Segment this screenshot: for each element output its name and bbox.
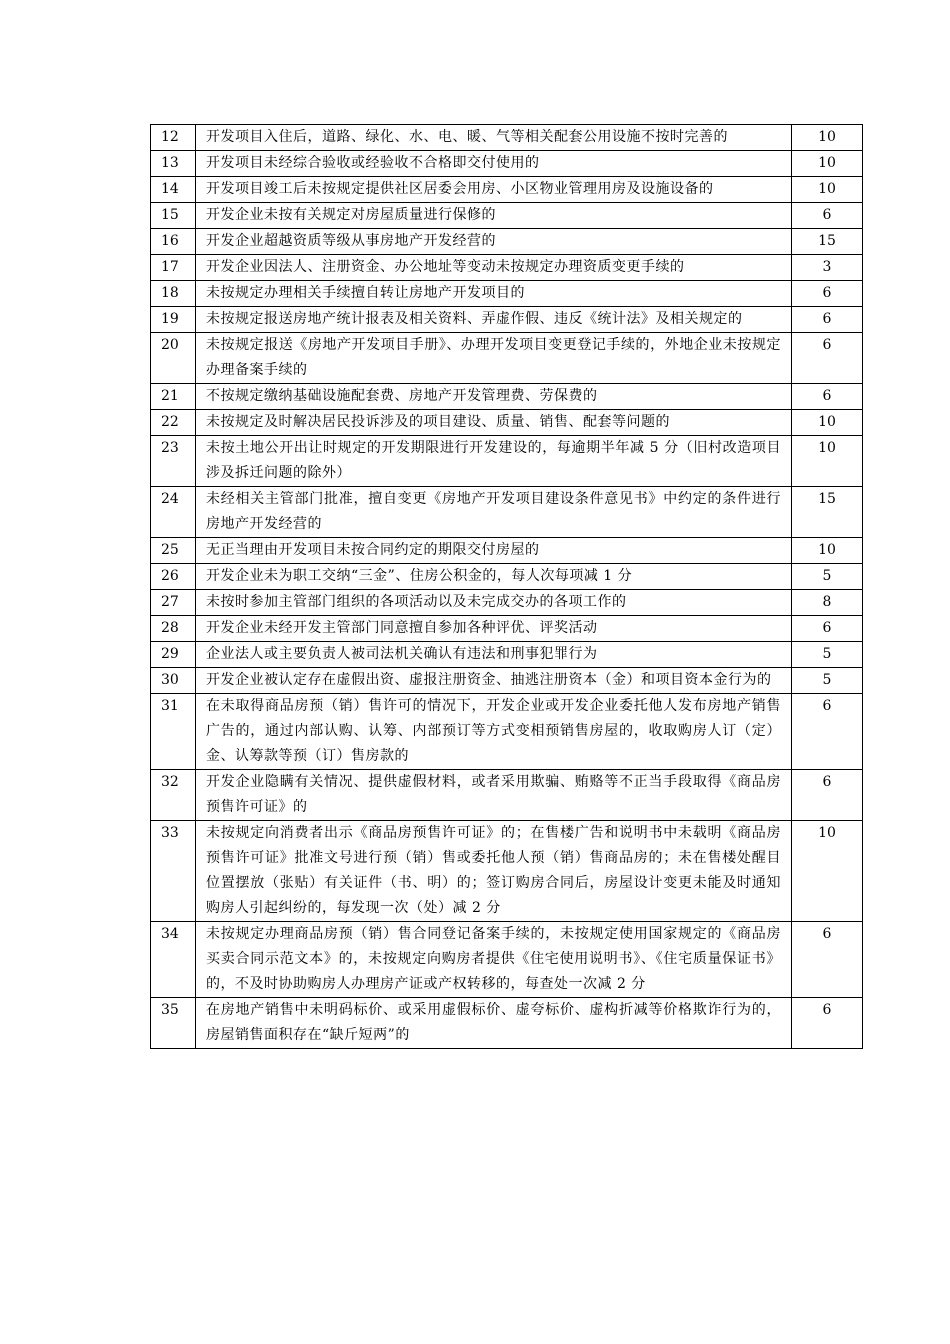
row-description: 开发企业隐瞒有关情况、提供虚假材料，或者采用欺骗、贿赂等不正当手段取得《商品房预售许可证》的 [196, 770, 792, 821]
row-description: 开发项目竣工后未按规定提供社区居委会用房、小区物业管理用房及设施设备的 [196, 177, 792, 203]
table-row [151, 151, 863, 177]
table-row [151, 410, 863, 436]
row-score: 6 [792, 998, 863, 1049]
row-score: 10 [792, 821, 863, 922]
table-row [151, 281, 863, 307]
table-row [151, 998, 863, 1049]
row-description: 开发企业超越资质等级从事房地产开发经营的 [196, 229, 792, 255]
row-number: 26 [151, 564, 196, 590]
row-score: 6 [792, 307, 863, 333]
row-description: 不按规定缴纳基础设施配套费、房地产开发管理费、劳保费的 [196, 384, 792, 410]
table-row [151, 590, 863, 616]
row-number: 34 [151, 922, 196, 998]
row-score: 5 [792, 668, 863, 694]
row-score: 6 [792, 203, 863, 229]
row-description: 在房地产销售中未明码标价、或采用虚假标价、虚夸标价、虚构折减等价格欺诈行为的，房屋销售面积存在“缺斤短两”的 [196, 998, 792, 1049]
row-number: 29 [151, 642, 196, 668]
row-number: 19 [151, 307, 196, 333]
row-description: 未按时参加主管部门组织的各项活动以及未完成交办的各项工作的 [196, 590, 792, 616]
row-description: 开发企业因法人、注册资金、办公地址等变动未按规定办理资质变更手续的 [196, 255, 792, 281]
row-number: 28 [151, 616, 196, 642]
table-row [151, 229, 863, 255]
penalty-table-body [151, 125, 863, 1049]
row-description: 开发项目入住后，道路、绿化、水、电、暖、气等相关配套公用设施不按时完善的 [196, 125, 792, 151]
row-number: 20 [151, 333, 196, 384]
table-row [151, 255, 863, 281]
row-score: 6 [792, 616, 863, 642]
row-number: 25 [151, 538, 196, 564]
row-score: 6 [792, 384, 863, 410]
row-score: 6 [792, 694, 863, 770]
table-row [151, 922, 863, 998]
table-row [151, 333, 863, 384]
table-row [151, 177, 863, 203]
row-description: 未按规定报送《房地产开发项目手册》、办理开发项目变更登记手续的，外地企业未按规定办理备案手续的 [196, 333, 792, 384]
row-description: 开发企业未为职工交纳“三金”、住房公积金的，每人次每项减 1 分 [196, 564, 792, 590]
row-number: 22 [151, 410, 196, 436]
row-number: 27 [151, 590, 196, 616]
row-description: 未按规定办理商品房预（销）售合同登记备案手续的，未按规定使用国家规定的《商品房买卖合同示范文本》的，未按规定向购房者提供《住宅使用说明书》、《住宅质量保证书》的，不及时协助购房人办理房产证或产权转移的，每查处一次减 2 分 [196, 922, 792, 998]
table-row [151, 384, 863, 410]
row-score: 6 [792, 770, 863, 821]
row-description: 开发企业未经开发主管部门同意擅自参加各种评优、评奖活动 [196, 616, 792, 642]
row-description: 开发项目未经综合验收或经验收不合格即交付使用的 [196, 151, 792, 177]
row-description: 未按规定办理相关手续擅自转让房地产开发项目的 [196, 281, 792, 307]
row-description: 未按规定报送房地产统计报表及相关资料、弄虚作假、违反《统计法》及相关规定的 [196, 307, 792, 333]
row-description: 在未取得商品房预（销）售许可的情况下，开发企业或开发企业委托他人发布房地产销售广告的，通过内部认购、认筹、内部预订等方式变相预销售房屋的，收取购房人订（定）金、认筹款等预（订）售房款的 [196, 694, 792, 770]
table-row [151, 668, 863, 694]
row-score: 6 [792, 333, 863, 384]
row-number: 33 [151, 821, 196, 922]
row-number: 31 [151, 694, 196, 770]
row-number: 14 [151, 177, 196, 203]
row-score: 3 [792, 255, 863, 281]
row-score: 10 [792, 125, 863, 151]
row-score: 8 [792, 590, 863, 616]
row-score: 15 [792, 229, 863, 255]
row-score: 10 [792, 436, 863, 487]
row-score: 10 [792, 410, 863, 436]
table-row [151, 125, 863, 151]
row-number: 12 [151, 125, 196, 151]
row-score: 5 [792, 564, 863, 590]
table-row [151, 307, 863, 333]
table-row [151, 487, 863, 538]
row-description: 未按规定及时解决居民投诉涉及的项目建设、质量、销售、配套等问题的 [196, 410, 792, 436]
row-number: 15 [151, 203, 196, 229]
row-number: 13 [151, 151, 196, 177]
table-row [151, 770, 863, 821]
table-row [151, 642, 863, 668]
row-description: 无正当理由开发项目未按合同约定的期限交付房屋的 [196, 538, 792, 564]
table-row [151, 538, 863, 564]
row-score: 10 [792, 151, 863, 177]
row-score: 15 [792, 487, 863, 538]
row-score: 6 [792, 922, 863, 998]
row-description: 企业法人或主要负责人被司法机关确认有违法和刑事犯罪行为 [196, 642, 792, 668]
row-number: 32 [151, 770, 196, 821]
row-description: 未经相关主管部门批准，擅自变更《房地产开发项目建设条件意见书》中约定的条件进行房地产开发经营的 [196, 487, 792, 538]
table-row [151, 821, 863, 922]
row-number: 17 [151, 255, 196, 281]
table-row [151, 616, 863, 642]
row-number: 30 [151, 668, 196, 694]
row-description: 未按规定向消费者出示《商品房预售许可证》的；在售楼广告和说明书中未载明《商品房预售许可证》批准文号进行预（销）售或委托他人预（销）售商品房的；未在售楼处醒目位置摆放（张贴）有关证件（书、明）的；签订购房合同后，房屋设计变更未能及时通知购房人引起纠纷的，每发现一次（处）减 2 分 [196, 821, 792, 922]
row-number: 21 [151, 384, 196, 410]
row-description: 开发企业被认定存在虚假出资、虚报注册资金、抽逃注册资本（金）和项目资本金行为的 [196, 668, 792, 694]
row-number: 24 [151, 487, 196, 538]
row-number: 23 [151, 436, 196, 487]
row-score: 10 [792, 538, 863, 564]
row-number: 35 [151, 998, 196, 1049]
table-row [151, 564, 863, 590]
table-row [151, 694, 863, 770]
row-number: 18 [151, 281, 196, 307]
row-score: 10 [792, 177, 863, 203]
table-row [151, 203, 863, 229]
penalty-table [150, 124, 863, 1049]
row-score: 6 [792, 281, 863, 307]
row-number: 16 [151, 229, 196, 255]
row-score: 5 [792, 642, 863, 668]
row-description: 未按土地公开出让时规定的开发期限进行开发建设的，每逾期半年减 5 分（旧村改造项目涉及拆迁问题的除外） [196, 436, 792, 487]
table-row [151, 436, 863, 487]
row-description: 开发企业未按有关规定对房屋质量进行保修的 [196, 203, 792, 229]
